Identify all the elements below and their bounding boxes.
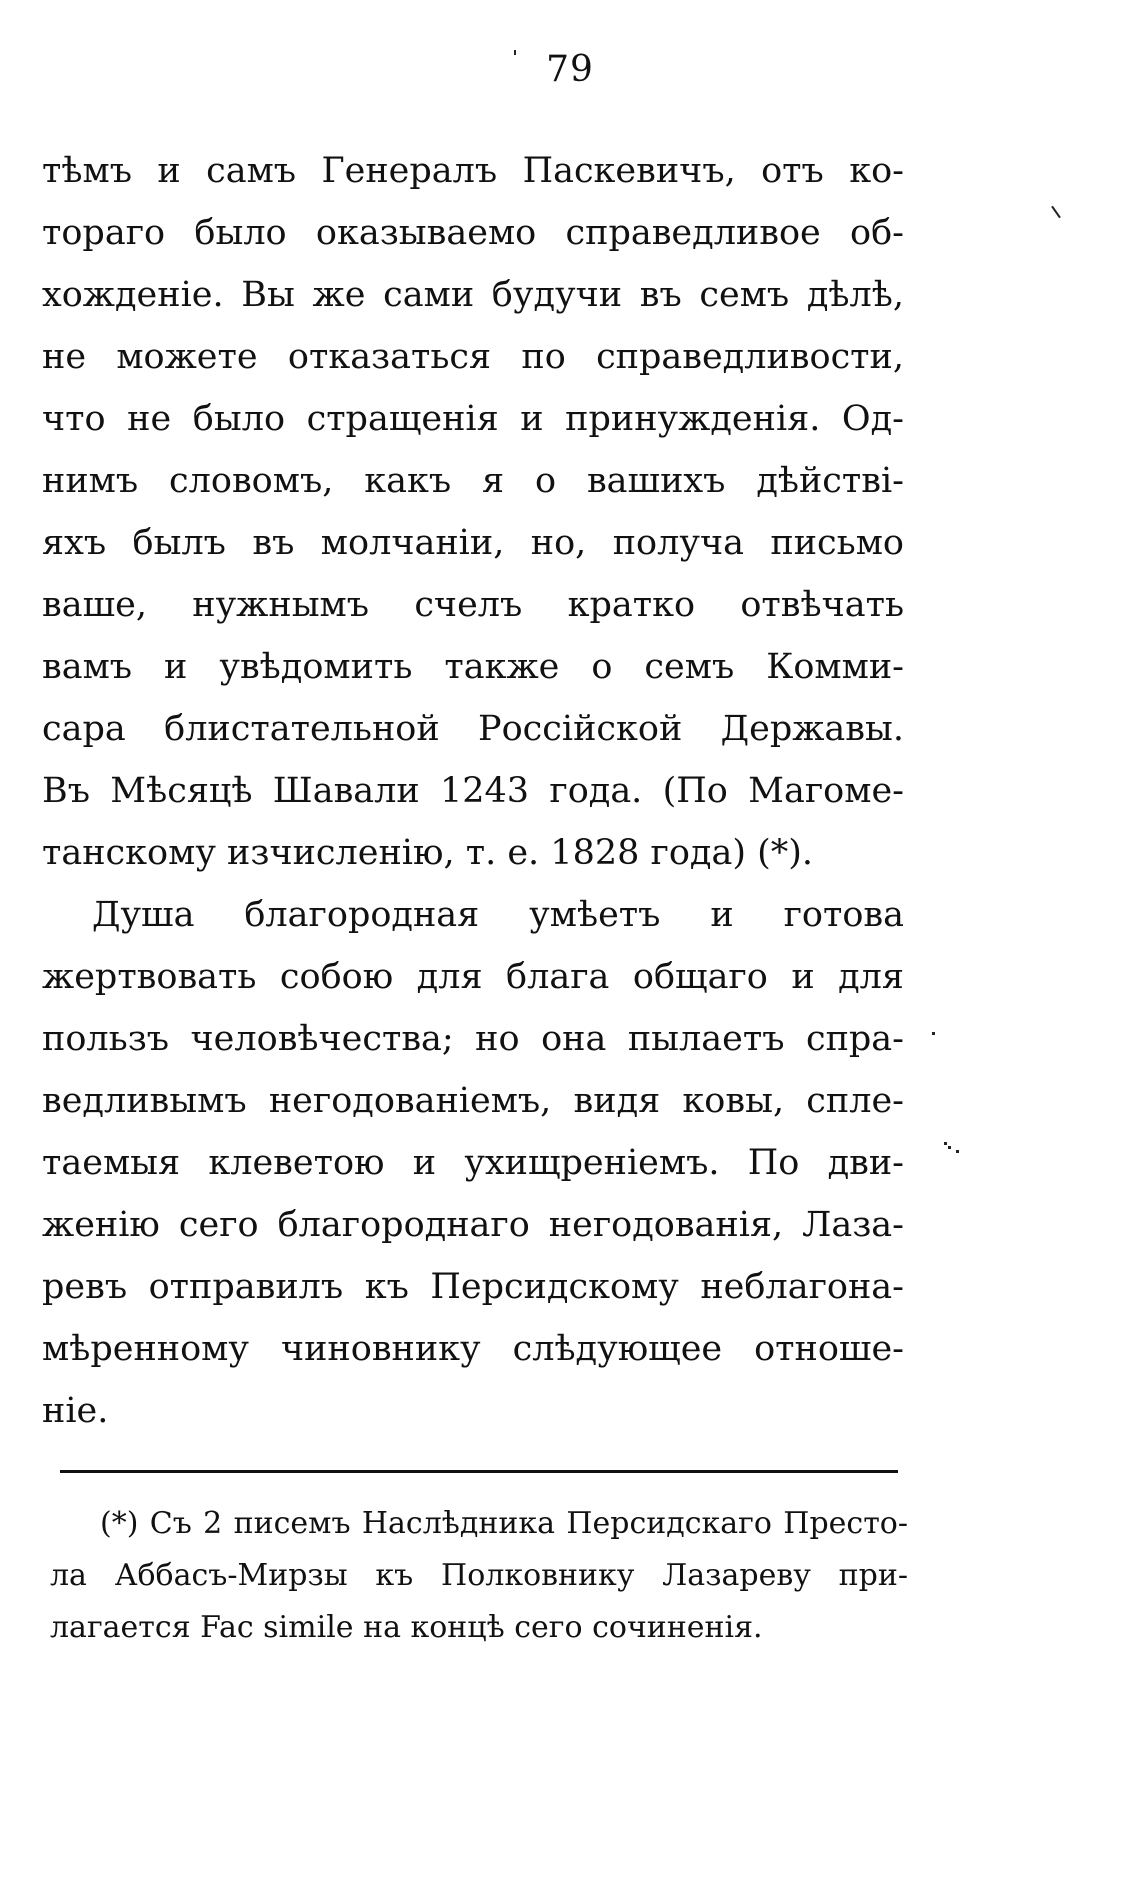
text-line: вамъ и увѣдомить также о семъ Комми- [42, 647, 904, 687]
text-line: ревъ отправилъ къ Персидскому неблагона- [42, 1267, 904, 1307]
footnote-line: лагается Fac simile на концѣ сего сочиненія. [50, 1610, 763, 1645]
paragraph-first-line: Душа благородная умѣетъ и готова [92, 895, 904, 935]
text-line: женію сего благороднаго негодованія, Лаза- [42, 1205, 904, 1245]
text-line: что не было стращенія и принужденія. Од- [42, 399, 904, 439]
footnote-line: (*) Съ 2 писемъ Наслѣдника Персидскаго Престо- [100, 1506, 908, 1541]
scan-speck [932, 1032, 935, 1035]
text-line: мѣренному чиновнику слѣдующее отноше- [42, 1329, 904, 1369]
footnote [50, 1498, 908, 1654]
scan-speck [948, 1146, 951, 1149]
text-line: яхъ былъ въ молчаніи, но, получа письмо [42, 523, 904, 563]
scan-speck [956, 1150, 959, 1153]
text-line: хожденіе. Вы же сами будучи въ семъ дѣлѣ, [42, 275, 904, 315]
main-text [42, 140, 904, 1442]
text-line: ведливымъ негодованіемъ, видя ковы, спле- [42, 1081, 904, 1121]
text-line: жертвовать собою для блага общаго и для [42, 957, 904, 997]
scan-speck [1051, 206, 1061, 219]
text-line: таемыя клеветою и ухищреніемъ. По дви- [42, 1143, 904, 1183]
text-line: нимъ словомъ, какъ я о вашихъ дѣйствi- [42, 461, 904, 501]
text-line: тораго было оказываемо справедливое об- [42, 213, 904, 253]
page-number: 79 [546, 49, 594, 90]
text-line: танскому изчисленію, т. е. 1828 года) (*). [42, 833, 814, 873]
scan-speck [944, 1142, 947, 1145]
footnote-line: ла Аббасъ-Мирзы къ Полковнику Лазареву при- [50, 1558, 908, 1593]
text-line: ваше, нужнымъ счелъ кратко отвѣчать [42, 585, 904, 625]
footnote-separator [60, 1470, 898, 1473]
text-line: пользъ человѣчества; но она пылаетъ спра- [42, 1019, 904, 1059]
text-line: не можете отказаться по справедливости, [42, 337, 904, 377]
text-line: тѣмъ и самъ Генералъ Паскевичъ, отъ ко- [42, 151, 904, 191]
text-line: Въ Мѣсяцѣ Шавали 1243 года. (По Магоме- [42, 771, 904, 811]
scan-speck [514, 50, 516, 55]
text-line: сара блистательной Россiйской Державы. [42, 709, 904, 749]
paragraph-last-line: ніе. [42, 1391, 109, 1431]
